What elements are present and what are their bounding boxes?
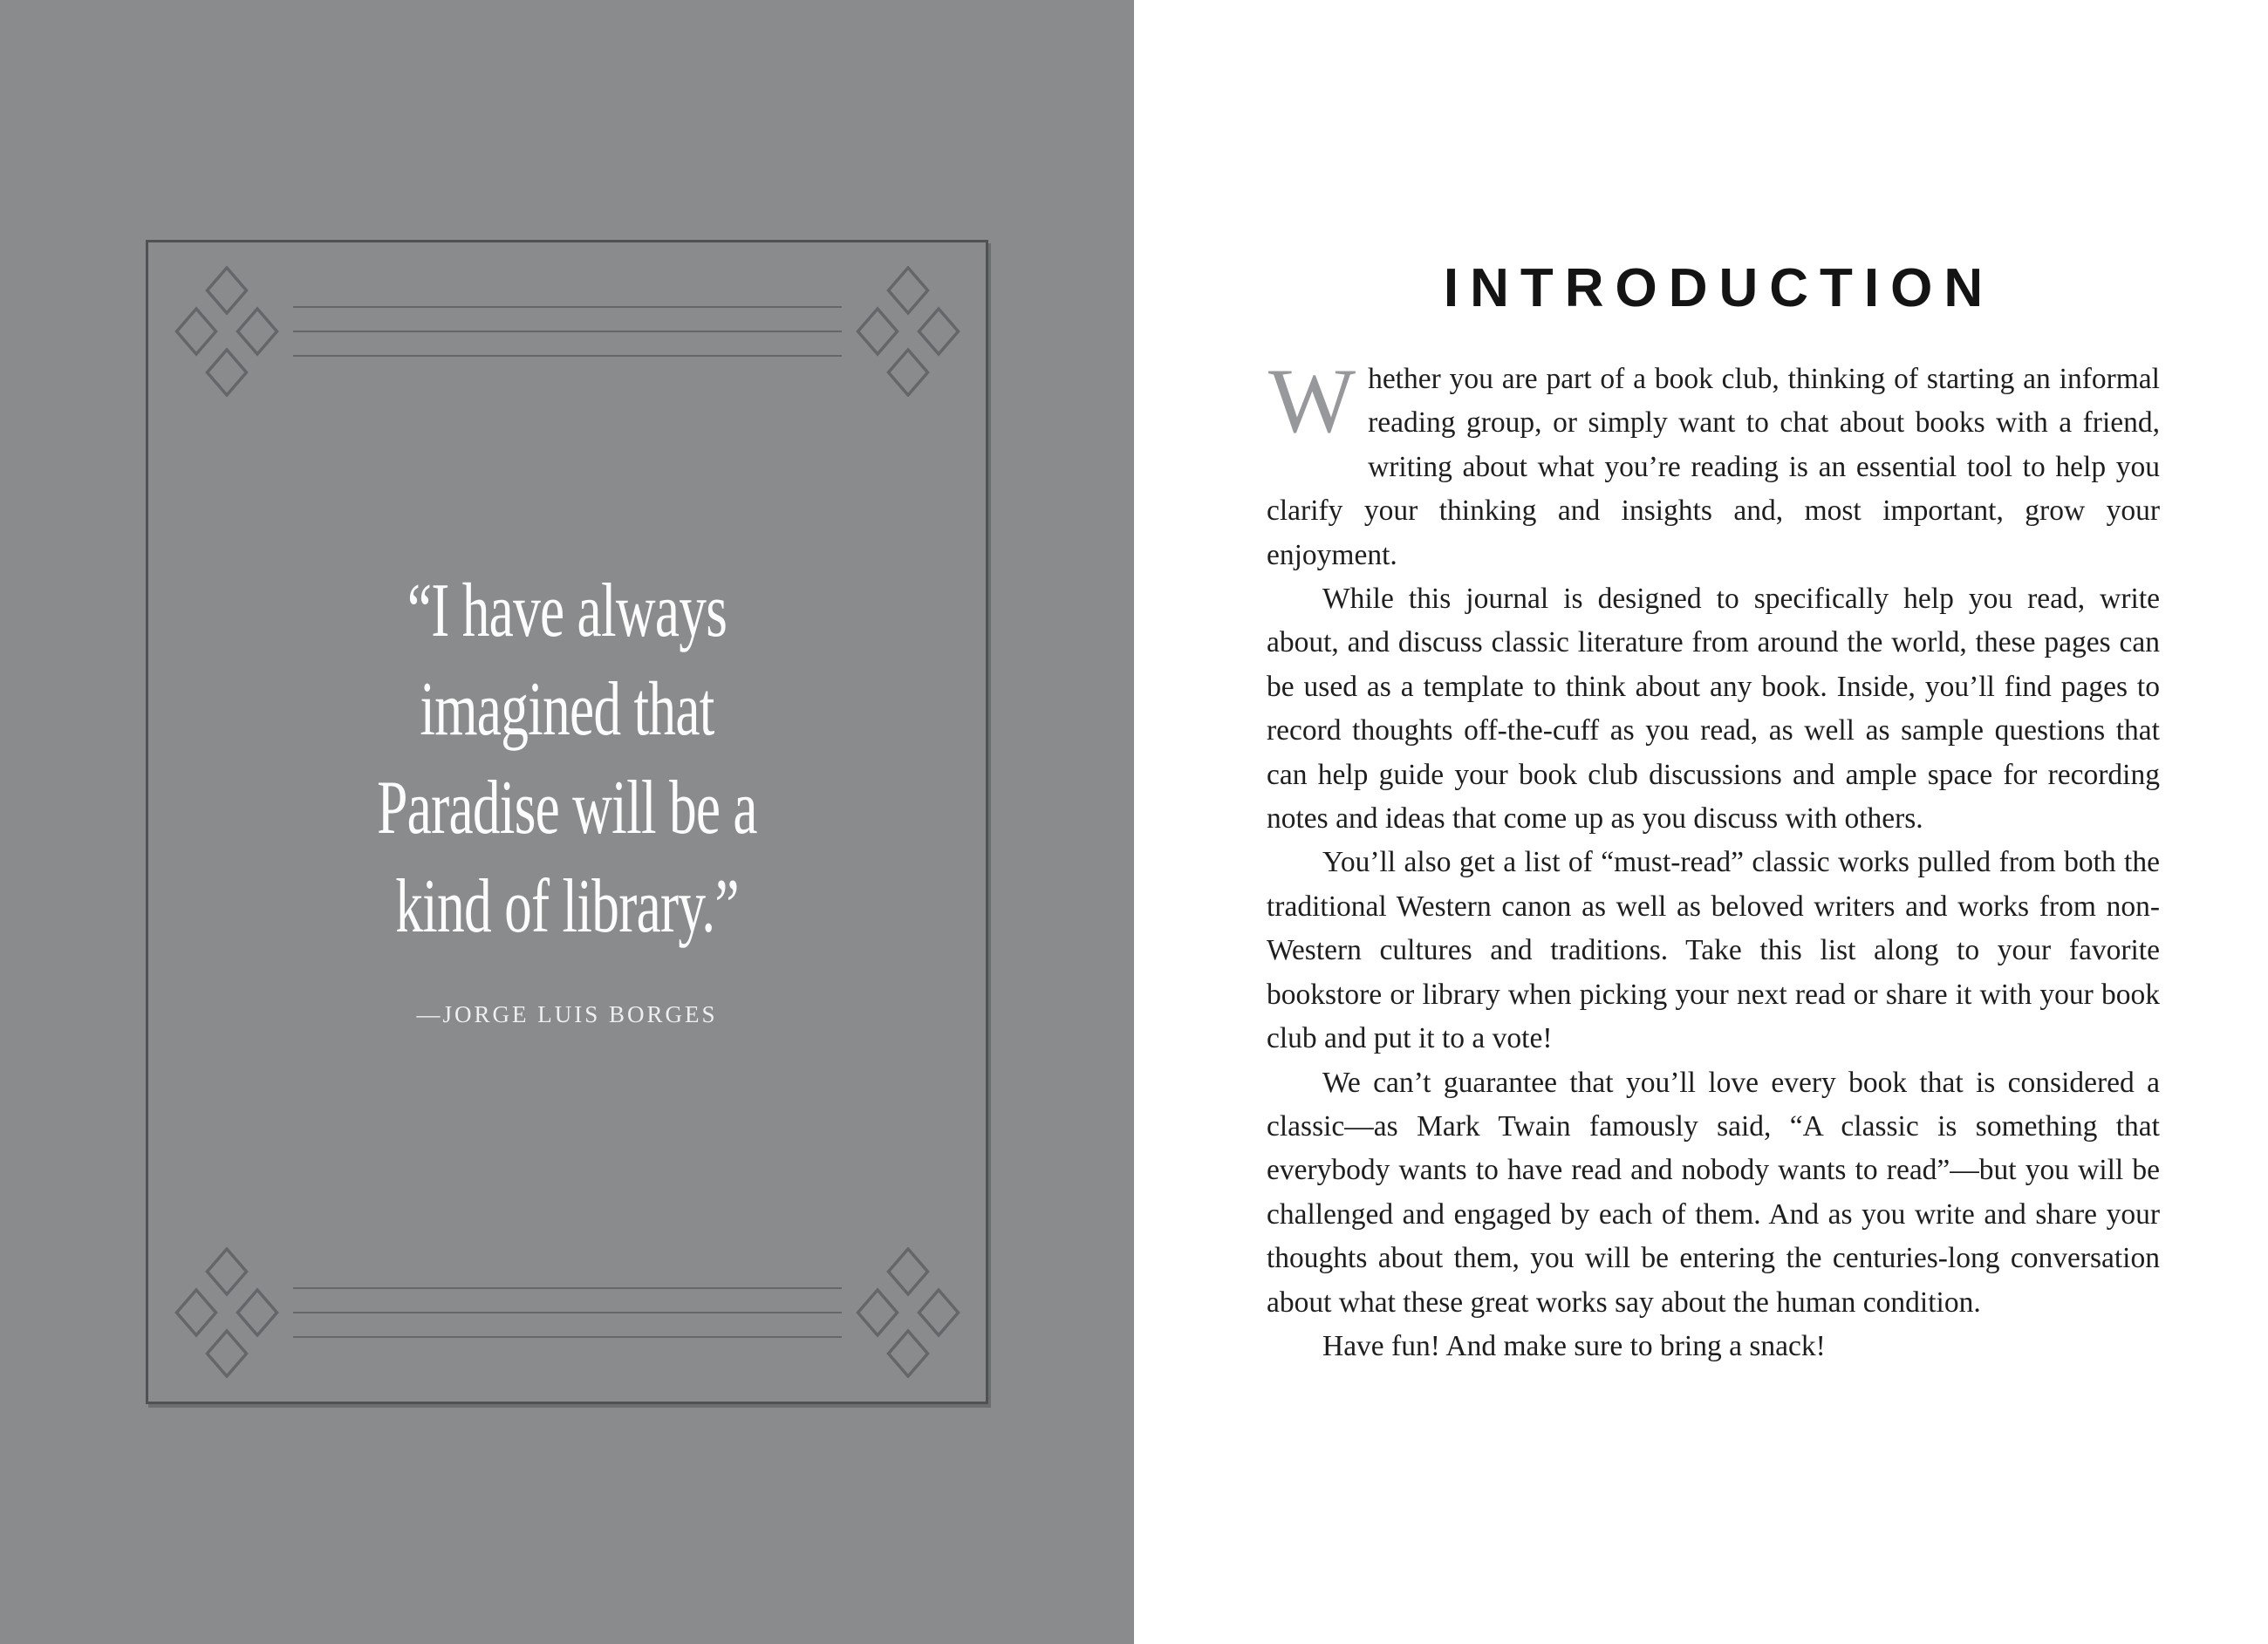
- quote-line: imagined that: [420, 667, 714, 752]
- decorative-frame: [146, 240, 988, 1404]
- ornament-line: [293, 355, 842, 357]
- ornament-line: [293, 331, 842, 332]
- ornament-lines: [293, 1287, 842, 1338]
- diamond-cluster-icon: [856, 1247, 960, 1378]
- paragraph: You’ll also get a list of “must-read” classic works pulled from both the traditional Western canon as well as beloved writers and works from non-Western cultures and traditions. Take this list along to your favorite bookstore or library when picking your next read or share it with your book club and put it to a vote!: [1267, 846, 2160, 1055]
- quote-line: “I have always: [406, 569, 728, 653]
- paragraph: We can’t guarantee that you’ll love every book that is considered a classic—as Mark Twain famously said, “A classic is something that everybody wants to have read and nobody wants to read”—but you will be challenged and engaged by each of them. And as you write and share your thoughts about them, you will be entering the centuries-long conversation about what these great works say about the human condition.: [1267, 1066, 2160, 1319]
- quote-attribution: —JORGE LUIS BORGES: [416, 1001, 718, 1027]
- ornament-line: [293, 1312, 842, 1313]
- drop-cap: W: [1268, 350, 1356, 452]
- introduction-page: [1134, 0, 2268, 1644]
- page-title: INTRODUCTION: [1443, 258, 1995, 318]
- introduction-body: [1267, 350, 2160, 1368]
- quote-text: [265, 562, 868, 956]
- diamond-cluster-icon: [174, 266, 279, 397]
- paragraph: While this journal is designed to specifically help you read, write about, and discuss classic literature from around the world, these pages can be used as a template to think about any book. Inside, you’ll find pages to record thoughts off-the-cuff as you read, as well as sample questions that can help guide your book club discussions and ample space for recording notes and ideas that come up as you discuss with others.: [1267, 583, 2160, 836]
- paragraph-text: hether you are part of a book club, thinking of starting an informal reading group, or simply want to chat about books with a friend, writing about what you’re reading is an essential tool to help you clarify your thinking and insights and, most important, grow your enjoyment.: [1267, 363, 2160, 571]
- diamond-cluster-icon: [856, 266, 960, 397]
- bottom-ornament: [174, 1247, 960, 1378]
- ornament-lines: [293, 306, 842, 357]
- top-ornament: [174, 266, 960, 397]
- paragraph: Have fun! And make sure to bring a snack!: [1322, 1329, 1826, 1362]
- quote-line: Paradise will be a: [377, 766, 757, 850]
- ornament-line: [293, 1336, 842, 1338]
- diamond-cluster-icon: [174, 1247, 279, 1378]
- ornament-line: [293, 306, 842, 308]
- paragraph: [1267, 350, 2160, 577]
- quote-line: kind of library.”: [395, 864, 739, 949]
- ornament-line: [293, 1287, 842, 1289]
